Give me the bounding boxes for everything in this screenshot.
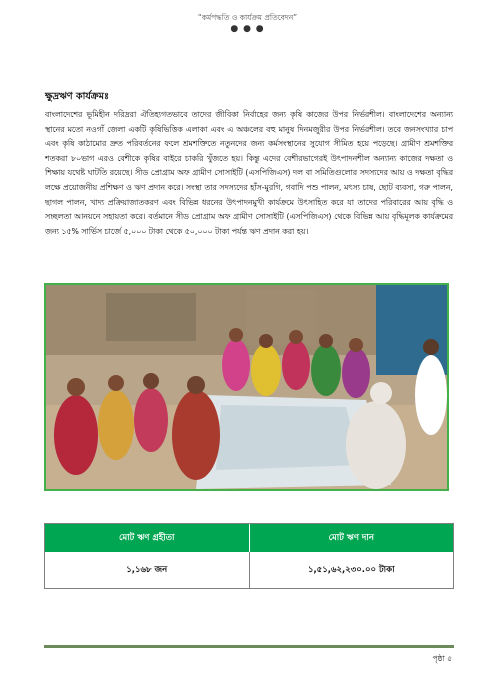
table-header-row — [45, 524, 453, 552]
header-dots: ● ● ● — [230, 24, 265, 34]
section-title: ক্ষুদ্রঋণ কার্যক্রমঃ — [45, 91, 110, 102]
value-total-loan: ১,৫১,৬২,২৩০.০০ টাকা — [307, 565, 395, 575]
loan-stats-table — [44, 523, 454, 589]
header-total-borrowers: মোট ঋণ গ্রহীতা — [45, 524, 250, 552]
value-total-borrowers: ১,১৬৮ জন — [45, 552, 250, 588]
body-paragraph: বাংলাদেশের ভূমিহীন দরিদ্ররা ঐতিহ্যগতভাবে তাদের জীবিকা নির্বাহের জন্য কৃষি কাজের উপর নির্ভরশীল। বাংলাদেশের অন্যান্য স্থানের মতো নওগাঁ জেলা একটি কৃষিভিত্তিক এলাকা এবং এ অঞ্চলের বহু মানুষ দিনমজুরীর উপর নির্ভরশীল। তবে জনসংখ্যার চাপ এবং কৃষি কাঠামোর দ্রুত পরিবর্তনের ফলে শ্রমশক্তিতে নতুনদের জন্য কর্মসংস্থানের সুযোগ সীমিত হয়ে পড়েছে। গ্রামীণ শ্রমশক্তির শতকরা ৮০ভাগ এরও বেশীকে কৃষির বাইরে চাকরি খুঁজতে হয়। কিন্তু এদের বেশীরভাগেরই উৎপাদনশীল অন্যান্য কাজের দক্ষতা ও শিক্ষায় যথেষ্ট ঘাটতি রয়েছে। সীড প্রোগ্রাম অফ গ্রামীণ সোসাইটি (এসপিজিএস) দল বা সমিতিগুলোর সদস্যদের আয় ও দক্ষতা বৃদ্ধির লক্ষে প্রয়োজনীয় প্রশিক্ষণ ও ঋণ প্রদান করে। সংস্থা তার সদস্যদের হাঁস-মুরগি, গবাদি পশু পালন, মৎস্য চাষ, ছোট ব্যবসা, গরু পালন, ছাগল পালন, খাদ্য প্রক্রিয়াজাতকরণ এবং বিভিন্ন ধরনের উৎপাদনমুখী কার্যক্রমে উৎসাহিত করে যা তাদের পরিবারের আয় বৃদ্ধি ও সচ্ছলতা আনয়নে সহায়তা করে। বর্তমানে সীড প্রোগ্রাম অফ গ্রামীণ সোসাইটি (এসপিজিএস) থেকে বিভিন্ন আয় বৃদ্ধিমূলক কার্যক্রমের জন্য ১৫% সার্ভিস চার্জে ৫,০০০ টাকা থেকে ৫০,০০০ টাকা পর্যন্ত ঋণ প্রদান করা হয়। — [45, 110, 453, 236]
group-meeting-photo — [44, 283, 449, 491]
header-title: “কর্মপদ্ধতি ও কার্যক্রম প্রতিবেদন” — [197, 13, 298, 22]
page-number: পৃষ্ঠা ৫ — [432, 654, 452, 663]
footer-divider — [44, 645, 454, 648]
table-row — [45, 552, 453, 588]
header-total-loan: মোট ঋণ দান — [328, 533, 374, 543]
